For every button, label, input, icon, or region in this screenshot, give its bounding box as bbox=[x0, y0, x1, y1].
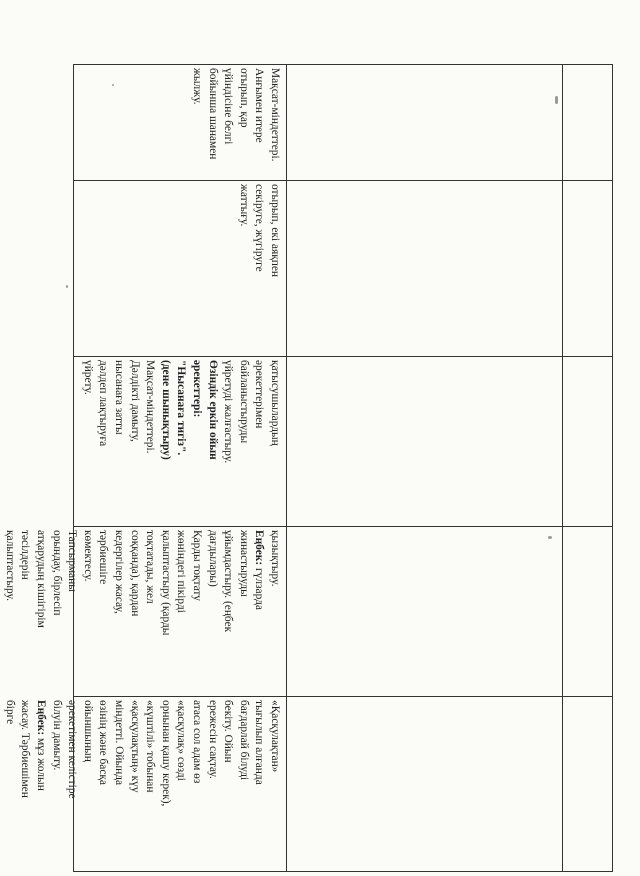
cell-text-line: нысанаға затты bbox=[113, 360, 126, 435]
table-row-1 bbox=[563, 64, 613, 872]
cell-text-line: әрекеттері: bbox=[191, 360, 204, 418]
cell-text-line: Анғымен итере bbox=[253, 68, 266, 143]
cell-text-line: әрекетімен келістіре bbox=[66, 700, 79, 799]
table-row-2 bbox=[286, 64, 563, 872]
column-divider-3 bbox=[73, 526, 613, 527]
cell-text-line: «күштілі» тобынан bbox=[144, 700, 157, 793]
cell-text-line: Тапсырманы bbox=[66, 530, 79, 592]
cell-text-line: үйіндісіне белгі bbox=[222, 68, 235, 145]
cell-text-line: қатысушылардың bbox=[269, 360, 281, 446]
cell-text-line: дәлдеп лақтыруға bbox=[97, 360, 110, 447]
cell-text-line: Еңбек: мұз жолын bbox=[35, 700, 48, 791]
cell-text-line: ережесін сақтау. bbox=[206, 700, 219, 779]
cell-text-line: кедергілер жасау, bbox=[113, 530, 126, 614]
cell-text-line: "Нысанаға тигіз". bbox=[175, 360, 188, 456]
cell-text-line: тығылып алғанда bbox=[253, 700, 266, 785]
row3-cell-2 bbox=[72, 180, 286, 356]
cell-text-line: Қарды тоқтату bbox=[191, 530, 204, 601]
cell-text-line: жөніндегі пікірді bbox=[175, 530, 188, 613]
cell-text-line: бекіту. Ойын bbox=[222, 700, 235, 763]
cell-text-line: атқарудың кішігірім bbox=[35, 530, 48, 628]
row3-cell-4 bbox=[3, 526, 286, 696]
column-divider-2 bbox=[73, 356, 613, 357]
cell-text-line: бірге bbox=[3, 700, 16, 725]
cell-text-line: ұйымдастыру. (еңбек bbox=[222, 530, 235, 633]
cell-text-line: қызықтыру. bbox=[269, 530, 281, 587]
cell-text-line bbox=[0, 700, 1, 869]
cell-text-line: міндетті. Ойында bbox=[113, 700, 126, 786]
scan-speck bbox=[66, 285, 68, 288]
column-divider-1 bbox=[73, 180, 613, 181]
cell-text-line: қалыптастыру (қарды bbox=[159, 530, 172, 636]
cell-text-line: байланыстыруды bbox=[237, 360, 250, 444]
row3-cell-3 bbox=[72, 356, 286, 526]
row3-cell-1 bbox=[72, 64, 286, 180]
column-divider-4 bbox=[73, 696, 613, 697]
scan-speck bbox=[555, 96, 558, 104]
cell-text-line: «қасқулақ» сөзді bbox=[175, 700, 188, 781]
cell-text-line: тоқтатады, жел bbox=[144, 530, 157, 604]
cell-text-line: соққанда), қардан bbox=[128, 530, 141, 617]
cell-text-line: Мақсат-міндеттері. bbox=[144, 360, 157, 454]
cell-text-line: білуін дамыту. bbox=[50, 700, 63, 771]
cell-text-line: секіруге, жүгіруге bbox=[253, 184, 266, 272]
cell-text-line: жаттығу. bbox=[237, 184, 250, 227]
cell-text-line: дағдылары) bbox=[206, 530, 219, 587]
cell-text-line: көмектесу. bbox=[81, 530, 94, 582]
cell-text-line: қалыптастыру. bbox=[3, 530, 16, 601]
cell-text-line: жинастыруды bbox=[237, 530, 250, 597]
cell-text-line: бойынша шанамен bbox=[206, 68, 219, 160]
cell-text-line: тәрбиешіге bbox=[97, 530, 110, 585]
scan-speck bbox=[548, 536, 552, 539]
cell-text-line: үйретуді жалғастыру. bbox=[222, 360, 235, 464]
cell-text-line: Дәлдікті дамыту, bbox=[128, 360, 141, 442]
cell-text-line: «Қасқулақтан» bbox=[269, 700, 281, 773]
cell-text-line: «қасқулақтың» күу bbox=[128, 700, 141, 793]
cell-text-line: орындау, бірлесіп bbox=[50, 530, 63, 616]
cell-text-line: ойыншының bbox=[81, 700, 94, 762]
cell-text-line: әрекеттерімен bbox=[253, 360, 266, 429]
cell-text-line: орнынан қашу керек), bbox=[159, 700, 172, 807]
rotated-plan-table bbox=[3, 64, 613, 872]
cell-text-line: Еңбек: гүлзарда bbox=[253, 530, 266, 610]
cell-text-line: (дене шынықтыру) bbox=[159, 360, 172, 460]
cell-text-line: отырып, екі аяқпен bbox=[269, 184, 281, 277]
cell-text-line: отырып, қар bbox=[237, 68, 250, 128]
cell-text-line: Мақсат-міндеттері. bbox=[269, 68, 281, 162]
table-row-3 bbox=[3, 64, 287, 872]
row3-cell-5 bbox=[3, 696, 286, 872]
cell-text-line: бағдарлай білуді bbox=[237, 700, 250, 781]
scan-speck bbox=[112, 84, 114, 86]
cell-text-line: жылжу. bbox=[191, 68, 204, 105]
cell-text-line: Өзіндік еркін ойын bbox=[206, 360, 219, 460]
cell-text-line: жасау. Тәрбиешімен bbox=[19, 700, 32, 798]
cell-text-line: тәсілдерін bbox=[19, 530, 32, 580]
cell-text-line: атаса сол адам өз bbox=[191, 700, 204, 784]
cell-text-line: өзінің және басқа bbox=[97, 700, 110, 785]
cell-text-line: үйрету. bbox=[81, 360, 94, 395]
